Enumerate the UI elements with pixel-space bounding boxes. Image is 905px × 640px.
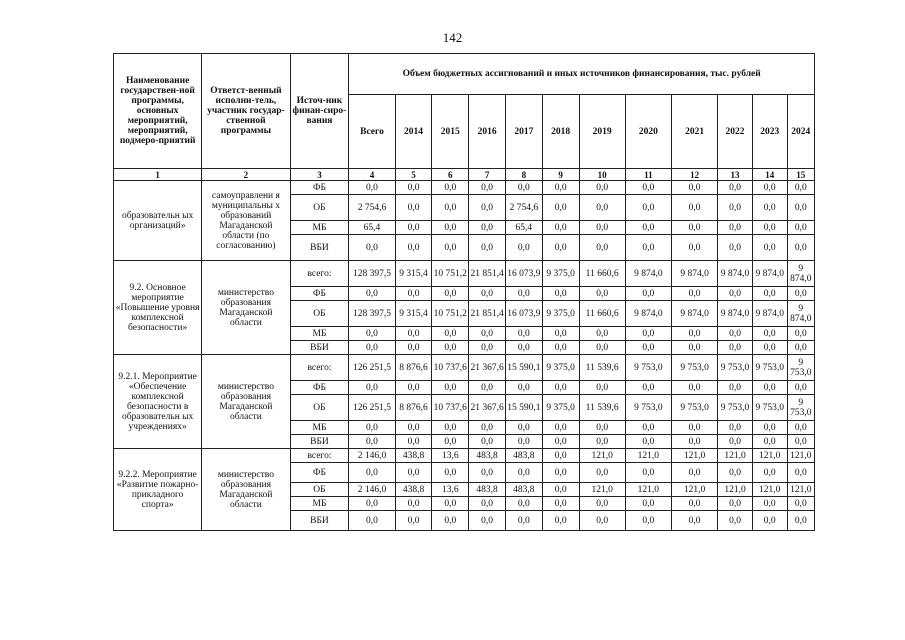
year-value-cell: 0,0 bbox=[505, 497, 542, 511]
year-value-cell: 0,0 bbox=[671, 511, 717, 531]
year-value-cell: 0,0 bbox=[718, 341, 753, 355]
year-value-cell: 0,0 bbox=[395, 341, 432, 355]
year-value-cell: 0,0 bbox=[469, 327, 506, 341]
header-year: 2020 bbox=[625, 95, 671, 169]
year-value-cell: 11 660,6 bbox=[579, 301, 625, 327]
year-value-cell: 0,0 bbox=[395, 181, 432, 195]
year-value-cell: 0,0 bbox=[787, 511, 814, 531]
year-value-cell: 0,0 bbox=[625, 435, 671, 449]
year-value-cell: 0,0 bbox=[579, 421, 625, 435]
year-value-cell: 0,0 bbox=[432, 287, 469, 301]
year-value-cell: 0,0 bbox=[395, 381, 432, 395]
year-value-cell: 0,0 bbox=[671, 341, 717, 355]
year-value-cell: 9 375,0 bbox=[542, 355, 579, 381]
year-value-cell: 0,0 bbox=[752, 421, 787, 435]
header-year: 2016 bbox=[469, 95, 506, 169]
year-value-cell: 9 874,0 bbox=[671, 261, 717, 287]
year-value-cell: 121,0 bbox=[718, 483, 753, 497]
year-value-cell: 121,0 bbox=[787, 483, 814, 497]
year-value-cell: 121,0 bbox=[625, 449, 671, 463]
year-value-cell: 0,0 bbox=[469, 181, 506, 195]
column-number: 3 bbox=[290, 169, 349, 181]
year-value-cell: 16 073,9 bbox=[505, 301, 542, 327]
year-value-cell: 21 367,6 bbox=[469, 355, 506, 381]
year-value-cell: 16 073,9 bbox=[505, 261, 542, 287]
year-value-cell: 0,0 bbox=[579, 463, 625, 483]
year-value-cell: 0,0 bbox=[787, 235, 814, 261]
column-number: 8 bbox=[505, 169, 542, 181]
header-responsible: Ответст-венный исполни-тель, участник государ-ственной программы bbox=[202, 54, 290, 169]
year-value-cell: 10 751,2 bbox=[432, 301, 469, 327]
source-cell: ВБИ bbox=[290, 435, 349, 449]
year-value-cell: 0,0 bbox=[505, 341, 542, 355]
year-value-cell: 0,0 bbox=[787, 221, 814, 235]
year-value-cell: 0,0 bbox=[432, 195, 469, 221]
year-value-cell: 9 753,0 bbox=[625, 355, 671, 381]
year-value-cell: 0,0 bbox=[625, 511, 671, 531]
year-value-cell: 10 751,2 bbox=[432, 261, 469, 287]
year-value-cell: 0,0 bbox=[395, 497, 432, 511]
year-value-cell: 9 874,0 bbox=[787, 261, 814, 287]
year-value-cell: 483,8 bbox=[469, 449, 506, 463]
year-value-cell: 0,0 bbox=[542, 497, 579, 511]
year-value-cell: 0,0 bbox=[718, 287, 753, 301]
year-value-cell: 0,0 bbox=[718, 435, 753, 449]
source-cell: всего: bbox=[290, 449, 349, 463]
year-value-cell: 0,0 bbox=[787, 341, 814, 355]
column-number: 4 bbox=[349, 169, 395, 181]
header-year: 2015 bbox=[432, 95, 469, 169]
year-value-cell: 0,0 bbox=[469, 463, 506, 483]
column-number: 13 bbox=[718, 169, 753, 181]
year-value-cell: 9 315,4 bbox=[395, 301, 432, 327]
program-name-cell: 9.2.1. Мероприятие «Обеспечение комплексной безопасности в образовательн ых учреждениях» bbox=[114, 355, 202, 449]
year-value-cell: 0,0 bbox=[625, 221, 671, 235]
total-cell: 2 754,6 bbox=[349, 195, 395, 221]
year-value-cell: 9 315,4 bbox=[395, 261, 432, 287]
year-value-cell: 0,0 bbox=[579, 195, 625, 221]
year-value-cell: 0,0 bbox=[752, 381, 787, 395]
year-value-cell: 9 753,0 bbox=[752, 355, 787, 381]
year-value-cell: 0,0 bbox=[505, 421, 542, 435]
year-value-cell: 0,0 bbox=[752, 195, 787, 221]
year-value-cell: 9 874,0 bbox=[718, 301, 753, 327]
table-row bbox=[114, 261, 815, 287]
year-value-cell: 0,0 bbox=[505, 287, 542, 301]
year-value-cell: 9 874,0 bbox=[752, 261, 787, 287]
year-value-cell: 9 753,0 bbox=[752, 395, 787, 421]
budget-table bbox=[113, 53, 815, 531]
source-cell: ОБ bbox=[290, 301, 349, 327]
year-value-cell: 0,0 bbox=[432, 511, 469, 531]
year-value-cell: 121,0 bbox=[718, 449, 753, 463]
year-value-cell: 15 590,1 bbox=[505, 395, 542, 421]
header-year: 2023 bbox=[752, 95, 787, 169]
total-cell: 65,4 bbox=[349, 221, 395, 235]
column-number: 9 bbox=[542, 169, 579, 181]
year-value-cell: 0,0 bbox=[718, 327, 753, 341]
year-value-cell: 0,0 bbox=[752, 221, 787, 235]
year-value-cell: 9 874,0 bbox=[752, 301, 787, 327]
total-cell: 2 146,0 bbox=[349, 483, 395, 497]
year-value-cell: 0,0 bbox=[718, 463, 753, 483]
year-value-cell: 21 851,4 bbox=[469, 261, 506, 287]
year-value-cell: 438,8 bbox=[395, 449, 432, 463]
header-year: 2019 bbox=[579, 95, 625, 169]
year-value-cell: 121,0 bbox=[625, 483, 671, 497]
year-value-cell: 9 753,0 bbox=[625, 395, 671, 421]
header-year: 2018 bbox=[542, 95, 579, 169]
source-cell: МБ bbox=[290, 497, 349, 511]
year-value-cell: 9 375,0 bbox=[542, 301, 579, 327]
year-value-cell: 0,0 bbox=[432, 435, 469, 449]
year-value-cell: 0,0 bbox=[505, 511, 542, 531]
year-value-cell: 0,0 bbox=[395, 195, 432, 221]
year-value-cell: 0,0 bbox=[752, 287, 787, 301]
year-value-cell: 0,0 bbox=[752, 181, 787, 195]
total-cell: 0,0 bbox=[349, 497, 395, 511]
year-value-cell: 0,0 bbox=[787, 463, 814, 483]
year-value-cell: 0,0 bbox=[395, 421, 432, 435]
year-value-cell: 0,0 bbox=[752, 235, 787, 261]
total-cell: 0,0 bbox=[349, 463, 395, 483]
column-number: 10 bbox=[579, 169, 625, 181]
column-number: 7 bbox=[469, 169, 506, 181]
table-row bbox=[114, 181, 815, 195]
year-value-cell: 0,0 bbox=[718, 235, 753, 261]
year-value-cell: 11 539,6 bbox=[579, 395, 625, 421]
total-cell: 0,0 bbox=[349, 341, 395, 355]
year-value-cell: 0,0 bbox=[432, 421, 469, 435]
year-value-cell: 0,0 bbox=[469, 221, 506, 235]
year-value-cell: 0,0 bbox=[752, 327, 787, 341]
year-value-cell: 0,0 bbox=[718, 511, 753, 531]
total-cell: 2 146,0 bbox=[349, 449, 395, 463]
year-value-cell: 0,0 bbox=[718, 221, 753, 235]
year-value-cell: 0,0 bbox=[671, 421, 717, 435]
source-cell: МБ bbox=[290, 221, 349, 235]
year-value-cell: 9 753,0 bbox=[671, 395, 717, 421]
year-value-cell: 0,0 bbox=[395, 435, 432, 449]
year-value-cell: 15 590,1 bbox=[505, 355, 542, 381]
year-value-cell: 0,0 bbox=[579, 497, 625, 511]
year-value-cell: 0,0 bbox=[432, 221, 469, 235]
year-value-cell: 11 539,6 bbox=[579, 355, 625, 381]
year-value-cell: 0,0 bbox=[542, 421, 579, 435]
year-value-cell: 0,0 bbox=[432, 341, 469, 355]
source-cell: всего: bbox=[290, 355, 349, 381]
year-value-cell: 0,0 bbox=[671, 463, 717, 483]
year-value-cell: 0,0 bbox=[752, 463, 787, 483]
year-value-cell: 10 737,6 bbox=[432, 395, 469, 421]
header-year: 2021 bbox=[671, 95, 717, 169]
year-value-cell: 0,0 bbox=[671, 327, 717, 341]
year-value-cell: 0,0 bbox=[671, 195, 717, 221]
year-value-cell: 13,6 bbox=[432, 449, 469, 463]
year-value-cell: 0,0 bbox=[542, 181, 579, 195]
header-year: 2022 bbox=[718, 95, 753, 169]
responsible-cell: министерство образования Магаданской области bbox=[202, 261, 290, 355]
year-value-cell: 0,0 bbox=[752, 497, 787, 511]
year-value-cell: 0,0 bbox=[469, 195, 506, 221]
year-value-cell: 0,0 bbox=[469, 287, 506, 301]
year-value-cell: 0,0 bbox=[542, 287, 579, 301]
year-value-cell: 9 375,0 bbox=[542, 261, 579, 287]
year-value-cell: 9 753,0 bbox=[671, 355, 717, 381]
total-cell: 0,0 bbox=[349, 435, 395, 449]
header-year: 2017 bbox=[505, 95, 542, 169]
total-cell: 0,0 bbox=[349, 421, 395, 435]
source-cell: ВБИ bbox=[290, 235, 349, 261]
total-cell: 128 397,5 bbox=[349, 261, 395, 287]
year-value-cell: 0,0 bbox=[469, 511, 506, 531]
year-value-cell: 0,0 bbox=[579, 327, 625, 341]
year-value-cell: 0,0 bbox=[432, 381, 469, 395]
year-value-cell: 0,0 bbox=[542, 483, 579, 497]
column-number: 12 bbox=[671, 169, 717, 181]
total-cell: 128 397,5 bbox=[349, 301, 395, 327]
year-value-cell: 9 753,0 bbox=[718, 355, 753, 381]
total-cell: 0,0 bbox=[349, 235, 395, 261]
column-number: 15 bbox=[787, 169, 814, 181]
year-value-cell: 9 874,0 bbox=[625, 301, 671, 327]
table-row bbox=[114, 449, 815, 463]
year-value-cell: 0,0 bbox=[787, 497, 814, 511]
column-number-row bbox=[114, 169, 815, 181]
source-cell: МБ bbox=[290, 421, 349, 435]
year-value-cell: 438,8 bbox=[395, 483, 432, 497]
year-value-cell: 0,0 bbox=[542, 221, 579, 235]
year-value-cell: 0,0 bbox=[625, 181, 671, 195]
year-value-cell: 0,0 bbox=[505, 463, 542, 483]
year-value-cell: 8 876,6 bbox=[395, 355, 432, 381]
year-value-cell: 0,0 bbox=[625, 381, 671, 395]
year-value-cell: 121,0 bbox=[579, 449, 625, 463]
year-value-cell: 0,0 bbox=[671, 235, 717, 261]
year-value-cell: 9 874,0 bbox=[787, 301, 814, 327]
year-value-cell: 8 876,6 bbox=[395, 395, 432, 421]
source-cell: ОБ bbox=[290, 395, 349, 421]
year-value-cell: 0,0 bbox=[469, 435, 506, 449]
source-cell: МБ bbox=[290, 327, 349, 341]
year-value-cell: 0,0 bbox=[718, 421, 753, 435]
column-number: 14 bbox=[752, 169, 787, 181]
year-value-cell: 0,0 bbox=[432, 463, 469, 483]
year-value-cell: 0,0 bbox=[671, 181, 717, 195]
year-value-cell: 0,0 bbox=[671, 497, 717, 511]
source-cell: ФБ bbox=[290, 287, 349, 301]
year-value-cell: 9 753,0 bbox=[718, 395, 753, 421]
year-value-cell: 0,0 bbox=[787, 421, 814, 435]
year-value-cell: 0,0 bbox=[625, 195, 671, 221]
source-cell: ФБ bbox=[290, 463, 349, 483]
source-cell: ОБ bbox=[290, 195, 349, 221]
year-value-cell: 0,0 bbox=[395, 511, 432, 531]
header-total: Всего bbox=[349, 95, 395, 169]
header-year: 2024 bbox=[787, 95, 814, 169]
total-cell: 0,0 bbox=[349, 181, 395, 195]
year-value-cell: 0,0 bbox=[752, 435, 787, 449]
year-value-cell: 0,0 bbox=[579, 235, 625, 261]
year-value-cell: 0,0 bbox=[542, 449, 579, 463]
year-value-cell: 0,0 bbox=[542, 511, 579, 531]
year-value-cell: 0,0 bbox=[469, 497, 506, 511]
year-value-cell: 0,0 bbox=[625, 497, 671, 511]
year-value-cell: 0,0 bbox=[579, 435, 625, 449]
year-value-cell: 0,0 bbox=[505, 327, 542, 341]
responsible-cell: министерство образования Магаданской области bbox=[202, 449, 290, 531]
column-number: 2 bbox=[202, 169, 290, 181]
year-value-cell: 0,0 bbox=[542, 235, 579, 261]
header-source: Источ-ник финан-сиро-вания bbox=[290, 54, 349, 169]
year-value-cell: 0,0 bbox=[579, 341, 625, 355]
year-value-cell: 0,0 bbox=[432, 497, 469, 511]
year-value-cell: 65,4 bbox=[505, 221, 542, 235]
year-value-cell: 21 367,6 bbox=[469, 395, 506, 421]
year-value-cell: 483,8 bbox=[505, 449, 542, 463]
year-value-cell: 0,0 bbox=[787, 181, 814, 195]
year-value-cell: 0,0 bbox=[579, 181, 625, 195]
total-cell: 0,0 bbox=[349, 381, 395, 395]
year-value-cell: 121,0 bbox=[579, 483, 625, 497]
year-value-cell: 0,0 bbox=[395, 287, 432, 301]
year-value-cell: 9 753,0 bbox=[787, 355, 814, 381]
year-value-cell: 0,0 bbox=[469, 235, 506, 261]
year-value-cell: 0,0 bbox=[718, 181, 753, 195]
year-value-cell: 0,0 bbox=[505, 435, 542, 449]
year-value-cell: 11 660,6 bbox=[579, 261, 625, 287]
year-value-cell: 13,6 bbox=[432, 483, 469, 497]
year-value-cell: 0,0 bbox=[625, 327, 671, 341]
year-value-cell: 0,0 bbox=[469, 421, 506, 435]
program-name-cell: 9.2. Основное мероприятие «Повышение уровня комплексной безопасности» bbox=[114, 261, 202, 355]
total-cell: 0,0 bbox=[349, 511, 395, 531]
column-number: 11 bbox=[625, 169, 671, 181]
year-value-cell: 0,0 bbox=[505, 181, 542, 195]
header-name: Наименование государствен-ной программы, основных мероприятий, мероприятий, подмеро-приятий bbox=[114, 54, 202, 169]
year-value-cell: 0,0 bbox=[787, 381, 814, 395]
year-value-cell: 2 754,6 bbox=[505, 195, 542, 221]
year-value-cell: 9 874,0 bbox=[671, 301, 717, 327]
source-cell: ФБ bbox=[290, 381, 349, 395]
year-value-cell: 9 874,0 bbox=[718, 261, 753, 287]
source-cell: всего: bbox=[290, 261, 349, 287]
year-value-cell: 121,0 bbox=[671, 449, 717, 463]
responsible-cell: министерство образования Магаданской области bbox=[202, 355, 290, 449]
year-value-cell: 0,0 bbox=[395, 235, 432, 261]
year-value-cell: 0,0 bbox=[787, 287, 814, 301]
column-number: 6 bbox=[432, 169, 469, 181]
page-number: 142 bbox=[442, 30, 463, 45]
source-cell: ВБИ bbox=[290, 341, 349, 355]
year-value-cell: 0,0 bbox=[625, 341, 671, 355]
year-value-cell: 0,0 bbox=[505, 381, 542, 395]
year-value-cell: 483,8 bbox=[505, 483, 542, 497]
table-row bbox=[114, 355, 815, 381]
total-cell: 126 251,5 bbox=[349, 355, 395, 381]
year-value-cell: 0,0 bbox=[787, 327, 814, 341]
year-value-cell: 0,0 bbox=[432, 181, 469, 195]
year-value-cell: 0,0 bbox=[579, 381, 625, 395]
header-year: 2014 bbox=[395, 95, 432, 169]
year-value-cell: 0,0 bbox=[625, 421, 671, 435]
year-value-cell: 0,0 bbox=[432, 235, 469, 261]
column-number: 5 bbox=[395, 169, 432, 181]
year-value-cell: 0,0 bbox=[718, 381, 753, 395]
year-value-cell: 121,0 bbox=[752, 483, 787, 497]
year-value-cell: 0,0 bbox=[625, 463, 671, 483]
year-value-cell: 0,0 bbox=[718, 195, 753, 221]
year-value-cell: 0,0 bbox=[542, 341, 579, 355]
year-value-cell: 0,0 bbox=[542, 435, 579, 449]
year-value-cell: 0,0 bbox=[542, 195, 579, 221]
year-value-cell: 0,0 bbox=[469, 381, 506, 395]
year-value-cell: 0,0 bbox=[787, 435, 814, 449]
year-value-cell: 0,0 bbox=[395, 463, 432, 483]
total-cell: 126 251,5 bbox=[349, 395, 395, 421]
year-value-cell: 0,0 bbox=[542, 381, 579, 395]
year-value-cell: 0,0 bbox=[625, 235, 671, 261]
program-name-cell: 9.2.2. Мероприятие «Развитие пожарно-прикладного спорта» bbox=[114, 449, 202, 531]
table-body bbox=[114, 169, 815, 531]
year-value-cell: 0,0 bbox=[752, 511, 787, 531]
year-value-cell: 9 753,0 bbox=[787, 395, 814, 421]
year-value-cell: 0,0 bbox=[579, 511, 625, 531]
year-value-cell: 0,0 bbox=[671, 287, 717, 301]
year-value-cell: 0,0 bbox=[625, 287, 671, 301]
column-number: 1 bbox=[114, 169, 202, 181]
year-value-cell: 0,0 bbox=[432, 327, 469, 341]
source-cell: ФБ bbox=[290, 181, 349, 195]
year-value-cell: 0,0 bbox=[469, 341, 506, 355]
year-value-cell: 121,0 bbox=[752, 449, 787, 463]
year-value-cell: 21 851,4 bbox=[469, 301, 506, 327]
total-cell: 0,0 bbox=[349, 327, 395, 341]
year-value-cell: 0,0 bbox=[505, 235, 542, 261]
source-cell: ОБ bbox=[290, 483, 349, 497]
year-value-cell: 9 874,0 bbox=[625, 261, 671, 287]
responsible-cell: самоуправлени я муниципальны х образований Магаданской области (по согласованию) bbox=[202, 181, 290, 261]
program-name-cell: образовательн ых организаций» bbox=[114, 181, 202, 261]
year-value-cell: 0,0 bbox=[579, 287, 625, 301]
header-volume: Объем бюджетных ассигнований и иных источников финансирования, тыс. рублей bbox=[349, 54, 815, 95]
year-value-cell: 0,0 bbox=[718, 497, 753, 511]
year-value-cell: 0,0 bbox=[671, 221, 717, 235]
year-value-cell: 10 737,6 bbox=[432, 355, 469, 381]
year-value-cell: 0,0 bbox=[752, 341, 787, 355]
source-cell: ВБИ bbox=[290, 511, 349, 531]
year-value-cell: 0,0 bbox=[579, 221, 625, 235]
year-value-cell: 121,0 bbox=[787, 449, 814, 463]
year-value-cell: 0,0 bbox=[671, 435, 717, 449]
year-value-cell: 121,0 bbox=[671, 483, 717, 497]
year-value-cell: 0,0 bbox=[395, 327, 432, 341]
year-value-cell: 0,0 bbox=[787, 195, 814, 221]
year-value-cell: 0,0 bbox=[395, 221, 432, 235]
year-value-cell: 0,0 bbox=[671, 381, 717, 395]
year-value-cell: 0,0 bbox=[542, 463, 579, 483]
year-value-cell: 0,0 bbox=[542, 327, 579, 341]
year-value-cell: 483,8 bbox=[469, 483, 506, 497]
total-cell: 0,0 bbox=[349, 287, 395, 301]
year-value-cell: 9 375,0 bbox=[542, 395, 579, 421]
